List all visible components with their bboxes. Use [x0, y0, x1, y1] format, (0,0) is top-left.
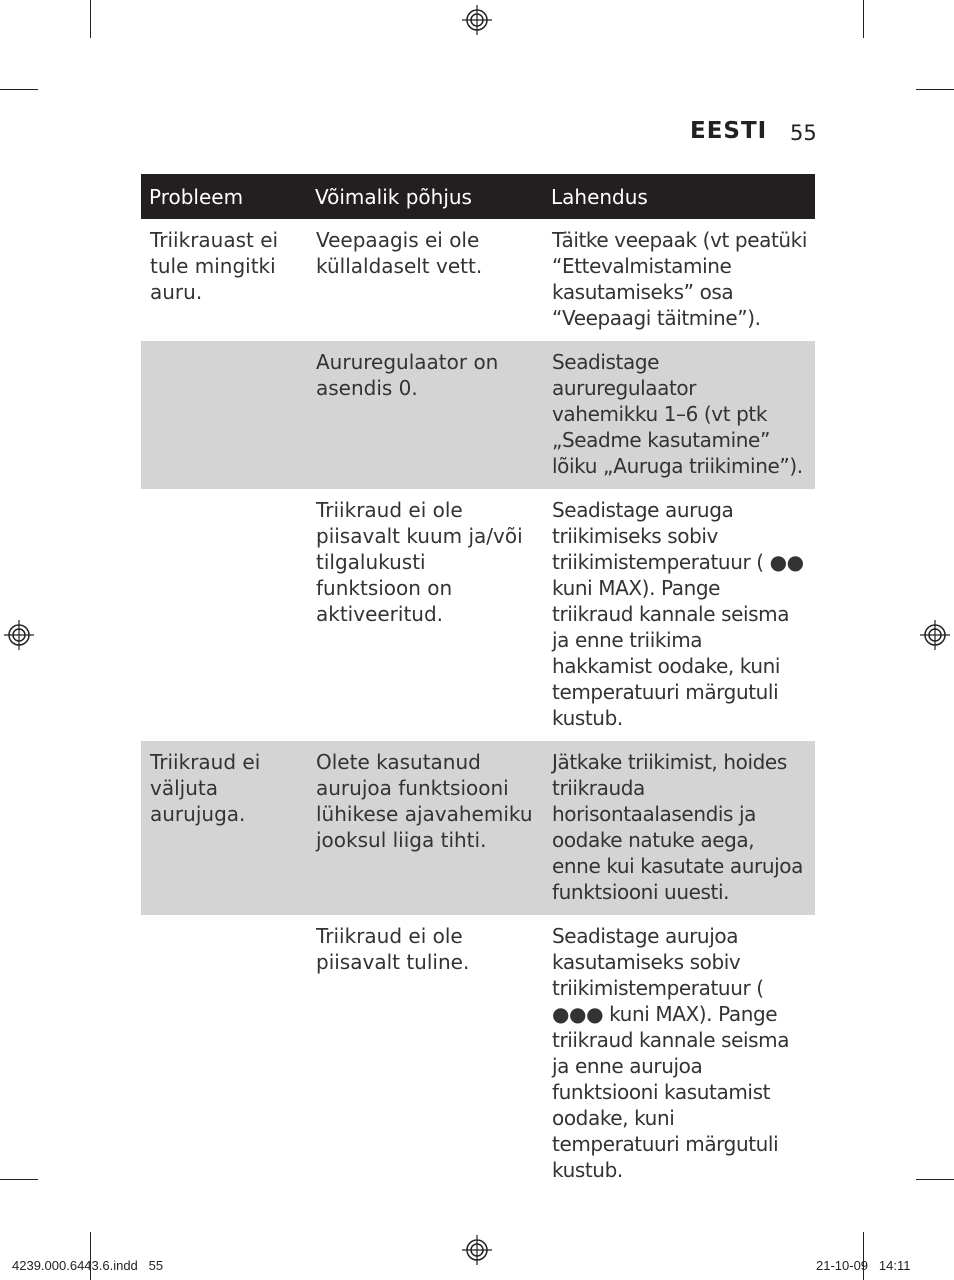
- registration-mark-icon: [462, 1235, 492, 1265]
- table-row: [141, 489, 815, 741]
- registration-mark-icon: [462, 5, 492, 35]
- crop-mark: [90, 0, 91, 38]
- table-row: [141, 741, 815, 915]
- problem-cell: Triikraud ei väljuta aurujuga.: [141, 741, 307, 915]
- problem-cell: [141, 489, 307, 741]
- cause-cell: Aururegulaator on asendis 0.: [307, 341, 543, 489]
- footer-file-info: 4239.000.6443.6.indd 55: [12, 1258, 164, 1273]
- crop-mark: [863, 0, 864, 38]
- cause-cell: Triikraud ei ole piisavalt tuline.: [316, 924, 470, 974]
- troubleshooting-table: [141, 174, 815, 1193]
- registration-mark-icon: [920, 620, 950, 650]
- column-header-problem: Probleem: [141, 174, 307, 219]
- page-number: 55: [790, 121, 817, 145]
- problem-cell: Triikrauast ei tule mingitki auru.: [150, 228, 279, 304]
- crop-mark: [0, 89, 38, 90]
- problem-cell: [141, 915, 307, 1193]
- section-language: EESTI: [690, 118, 768, 144]
- solution-cell: Seadistage aurujoa kasutamiseks sobiv triikimistemperatuur ( ●●● kuni MAX). Pange triikraud kannale seisma ja enne aurujoa funktsiooni kasutamist oodake, kuni temperatuuri märgutuli kustub.: [552, 924, 790, 1182]
- table-row: [141, 219, 815, 341]
- table-row: [141, 915, 815, 1193]
- cause-cell: Triikraud ei ole piisavalt kuum ja/või tilgalukusti funktsioon on aktiveeritud.: [316, 498, 523, 626]
- footer-date-time: 21-10-09 14:11: [816, 1258, 911, 1273]
- column-header-cause: Võimalik põhjus: [307, 174, 543, 219]
- crop-mark: [916, 89, 954, 90]
- solution-cell: Täitke veepaak (vt peatüki “Ettevalmistamine kasutamiseks” osa “Veepaagi täitmine”).: [552, 228, 808, 330]
- problem-cell: [141, 341, 307, 489]
- cause-cell: Veepaagis ei ole küllaldaselt vett.: [316, 228, 483, 278]
- solution-cell: Jätkake triikimist, hoides triikrauda horisontaalasendis ja oodake natuke aega, enne kui kasutate aurujoa funktsiooni uuesti.: [543, 741, 815, 915]
- registration-mark-icon: [4, 620, 34, 650]
- crop-mark: [0, 1179, 38, 1180]
- solution-cell: Seadistage aururegulaator vahemikku 1–6 (vt ptk „Seadme kasutamine” lõiku „Auruga triikimine”).: [543, 341, 815, 489]
- solution-cell: Seadistage auruga triikimiseks sobiv triikimistemperatuur ( ●● kuni MAX). Pange triikraud kannale seisma ja enne triikima hakkamist oodake, kuni temperatuuri märgutuli kustub.: [552, 498, 804, 730]
- crop-mark: [916, 1179, 954, 1180]
- column-header-solution: Lahendus: [543, 174, 815, 219]
- table-row: [141, 341, 815, 489]
- table-header-row: [141, 174, 815, 219]
- cause-cell: Olete kasutanud aurujoa funktsiooni lühikese ajavahemiku jooksul liiga tihti.: [307, 741, 543, 915]
